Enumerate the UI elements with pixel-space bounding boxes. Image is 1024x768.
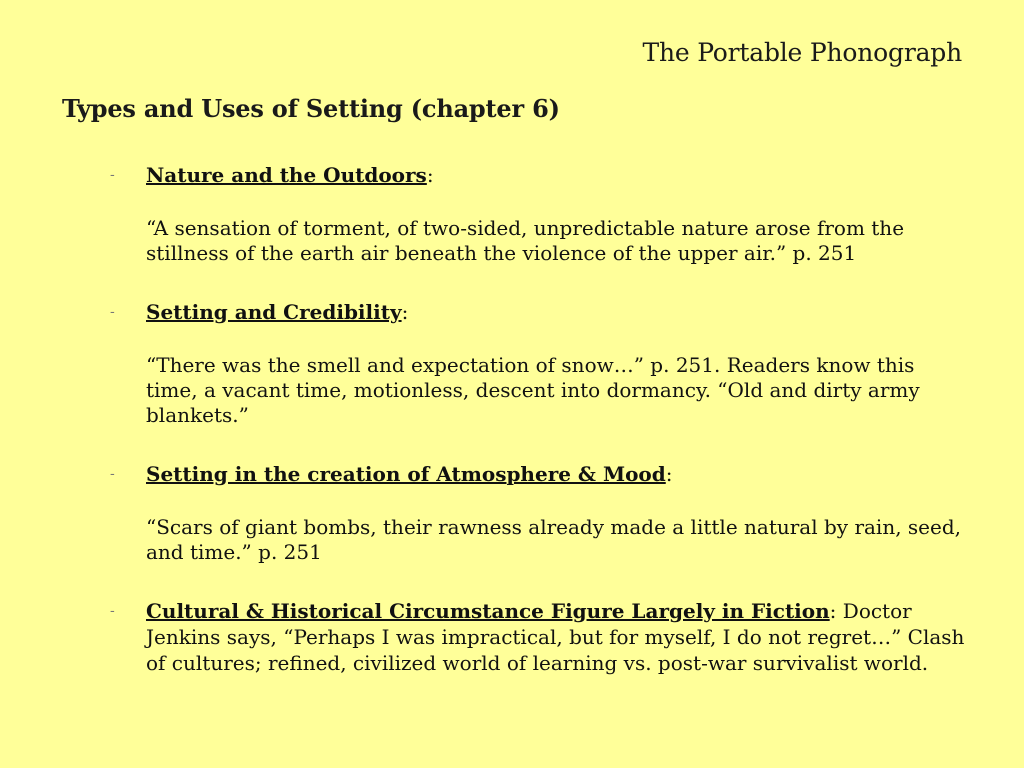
section-heading-row <box>110 461 970 487</box>
section-heading-row <box>110 598 970 676</box>
heading-colon: : <box>401 300 409 324</box>
section-cultural <box>110 598 970 676</box>
section-heading-row <box>110 162 970 188</box>
slide-title: The Portable Phonograph <box>642 38 962 67</box>
section-heading: Cultural & Historical Circumstance Figure Largely in Fiction <box>146 599 830 623</box>
section-detail: “Scars of giant bombs, their rawness already made a little natural by rain, seed, and time.” p. 251 <box>146 515 962 564</box>
section-heading-row <box>110 299 970 325</box>
section-heading: Setting in the creation of Atmosphere & Mood <box>146 462 666 486</box>
section-detail: “There was the smell and expectation of snow…” p. 251. Readers know this time, a vacant time, motionless, descent into dormancy. “Old and dirty army blankets.” <box>146 353 920 427</box>
heading-colon: : <box>665 462 673 486</box>
section-detail: “A sensation of torment, of two-sided, unpredictable nature arose from the stillness of the earth air beneath the violence of the upper air.” p. 251 <box>146 216 905 265</box>
bullet-dash-icon: - <box>110 304 115 320</box>
bullet-dash-icon: - <box>110 167 115 183</box>
section-heading: Nature and the Outdoors <box>146 163 427 187</box>
slide-content <box>110 162 970 676</box>
section-inline-detail: Doctor Jenkins says, “Perhaps I was impractical, but for myself, I do not regret…” Clash of cultures; refined, civilized world of learning vs. post-war survivalist world. <box>146 599 965 675</box>
bullet-dash-icon: - <box>110 603 115 619</box>
section-atmosphere <box>110 461 970 565</box>
heading-colon: : <box>829 599 837 623</box>
section-heading: Setting and Credibility <box>146 300 402 324</box>
slide-subtitle: Types and Uses of Setting (chapter 6) <box>62 94 560 123</box>
heading-colon: : <box>426 163 434 187</box>
section-credibility <box>110 299 970 428</box>
section-nature <box>110 162 970 266</box>
bullet-dash-icon: - <box>110 466 115 482</box>
